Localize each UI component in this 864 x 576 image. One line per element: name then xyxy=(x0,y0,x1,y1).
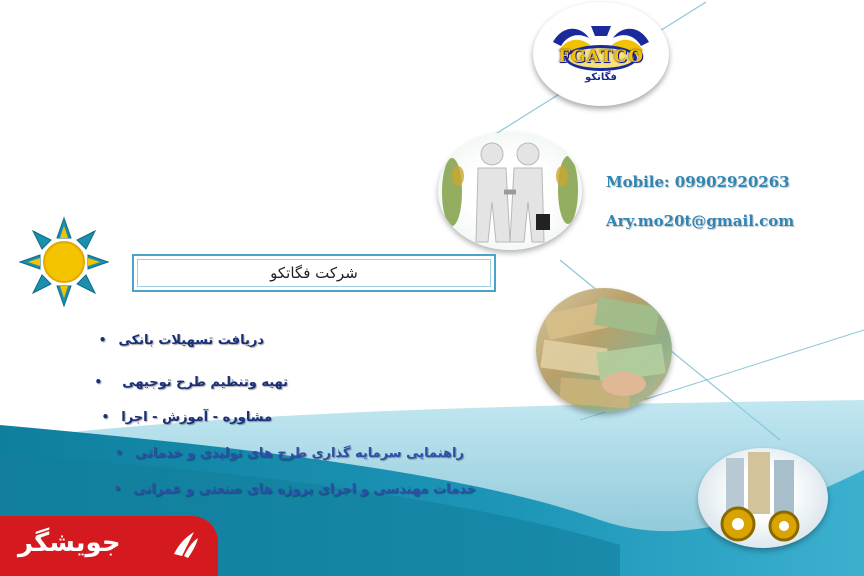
bullet-icon: • xyxy=(113,482,122,496)
logo-subtext: فگاتکو xyxy=(585,72,617,83)
brand-banner[interactable] xyxy=(0,516,218,576)
company-title: شرکت فگاتکو xyxy=(270,264,358,282)
bullet-icon: • xyxy=(98,333,107,347)
handshake-photo xyxy=(438,132,582,250)
service-item xyxy=(95,375,288,390)
bullet-icon: • xyxy=(101,410,110,424)
service-label: مشاوره - آموزش - اجرا xyxy=(121,410,272,425)
service-label: تهیه وتنظیم طرح توجیهی xyxy=(122,375,288,390)
bullet-icon: • xyxy=(115,446,123,460)
service-label: دریافت تسهیلات بانکی xyxy=(118,333,264,348)
service-item xyxy=(99,333,264,348)
company-title-box xyxy=(132,254,496,292)
money-photo xyxy=(536,288,672,412)
service-item xyxy=(114,482,476,497)
handshake-illustration xyxy=(438,132,582,250)
bullet-icon: • xyxy=(94,375,103,389)
logo-text: FGATCO xyxy=(558,47,644,67)
service-label: خدمات مهندسی و اجرای پروژه های صنعتی و عمرانی xyxy=(133,482,476,497)
contact-mobile: Mobile: 09902920263 xyxy=(606,173,790,191)
sun-icon xyxy=(20,218,108,306)
brand-name: جویشگر xyxy=(18,528,121,558)
gears-illustration xyxy=(698,448,828,548)
service-item xyxy=(115,446,464,461)
service-label: راهنمایی سرمایه گذاری طرح های تولیدی و خدماتی xyxy=(134,446,464,461)
money-illustration xyxy=(536,288,672,412)
service-item xyxy=(102,410,272,425)
company-logo xyxy=(533,2,669,106)
contact-email[interactable]: Ary.mo20t@gmail.com xyxy=(606,212,795,230)
brand-logo-icon xyxy=(168,528,202,562)
gears-photo xyxy=(698,448,828,548)
